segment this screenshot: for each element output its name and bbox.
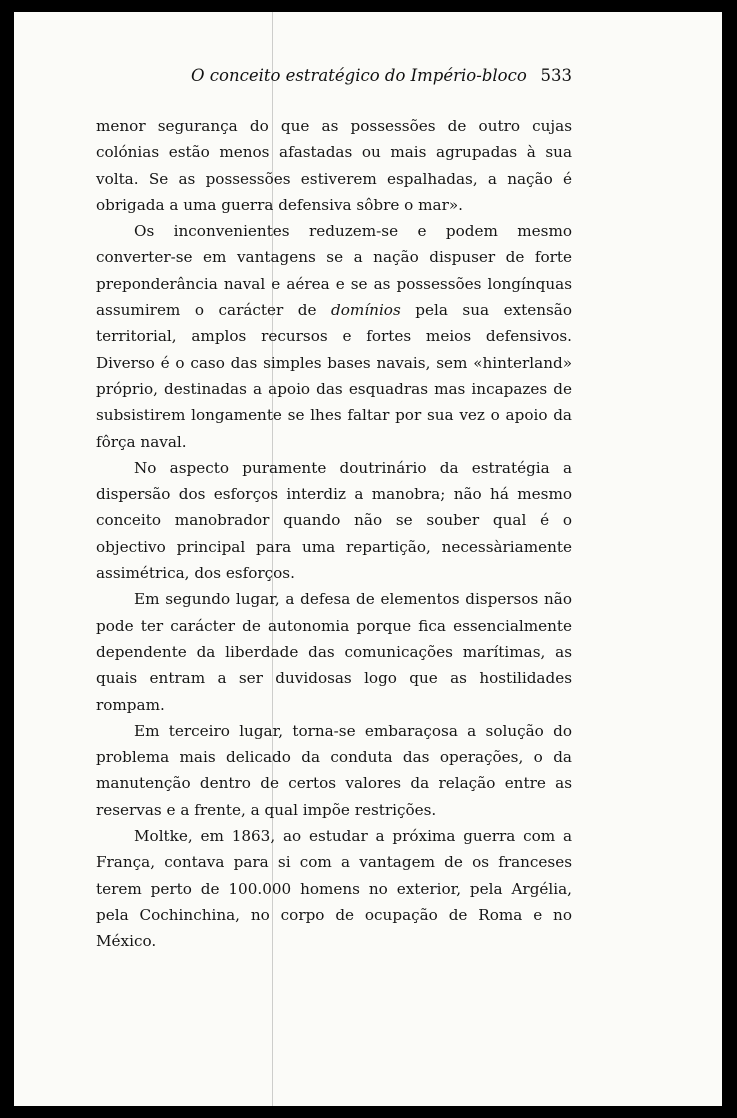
- book-page: [14, 12, 722, 1106]
- paragraph: [96, 455, 572, 586]
- paragraph: [96, 718, 572, 823]
- paragraph: [96, 823, 572, 954]
- paragraph: [96, 113, 572, 218]
- text-segment: Os inconvenientes reduzem-se e podem mesmo converter-se em vantagens se a nação dispuser de forte preponderância naval e aérea e se as possessões longínquas assumirem o carácter de: [96, 222, 572, 320]
- text-segment: Em segundo lugar, a defesa de elementos dispersos não pode ter carácter de autonomia porque fica essencialmente dependente da liberdade das comunicações marítimas, as quais entram a ser duvidosas logo que as hostilidades rompam.: [96, 590, 572, 714]
- text-segment: menor segurança do que as possessões de outro cujas colónias estão menos afastadas ou mais agrupadas à sua volta. Se as possessões estiverem espalhadas, a nação é obrigada a uma guerra defensiva sôbre o mar».: [96, 117, 572, 214]
- body-text: [96, 113, 572, 955]
- italic-term: domínios: [331, 301, 401, 320]
- text-segment: Em terceiro lugar, torna-se embaraçosa a solução do problema mais delicado da conduta das operações, o da manutenção dentro de certos valores da relação entre as reservas e a frente, a qual impõe restrições.: [96, 721, 572, 819]
- text-segment: Moltke, em 1863, ao estudar a próxima guerra com a França, contava para si com a vantagem de os franceses terem perto de 100.000 homens no exterior, pela Argélia, pela Cochinchina, no corpo de ocupação de Roma e no México.: [96, 827, 572, 951]
- paragraph: [96, 586, 572, 717]
- page-number: 533: [540, 66, 572, 85]
- paragraph: [96, 218, 572, 455]
- text-segment: pela sua extensão territorial, amplos recursos e fortes meios defensivos. Diverso é o caso das simples bases navais, sem «hinterland» próprio, destinadas a apoio das esquadras mas incapazes de subsistirem longamente se lhes faltar por sua vez o apoio da fôrça naval.: [96, 301, 573, 451]
- text-segment: No aspecto puramente doutrinário da estratégia a dispersão dos esforços interdiz a manobra; não há mesmo conceito manobrador quando não se souber qual é o objectivo principal para uma repartição, necessàriamente assimétrica, dos esforços.: [96, 458, 572, 583]
- running-title: O conceito estratégico do Império-bloco: [191, 66, 527, 85]
